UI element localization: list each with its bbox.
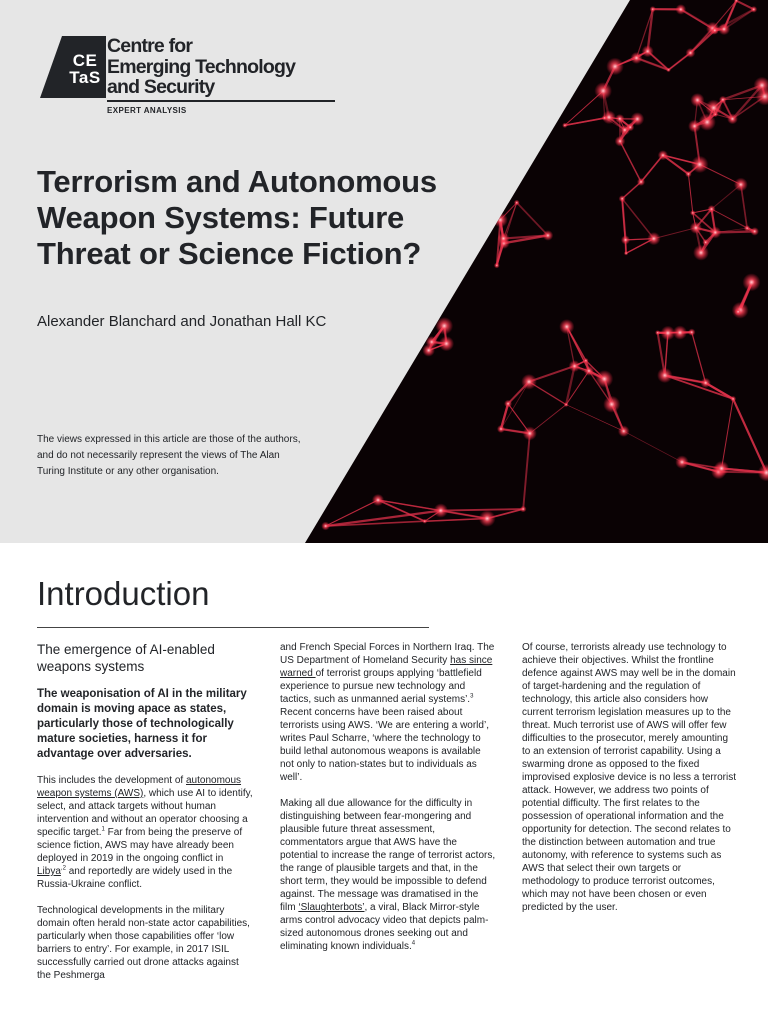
- network-node: [734, 308, 742, 316]
- network-node: [690, 222, 702, 234]
- subheading: The emergence of AI-enabled weapons systems: [37, 642, 215, 674]
- network-node: [615, 114, 625, 124]
- link-slaughterbots[interactable]: ‘Slaughterbots’: [298, 902, 365, 913]
- cetas-logo: [40, 36, 340, 116]
- p1-text-c: Far from being the preserve of science fiction, AWS may have already been deployed in 2019 in the ongoing conflict in: [37, 827, 243, 864]
- footnote-ref-3[interactable]: 3: [470, 693, 474, 700]
- network-node: [583, 358, 588, 363]
- network-node: [321, 522, 330, 531]
- text-column-2: [280, 641, 496, 966]
- network-node: [734, 178, 748, 192]
- link-libya[interactable]: Libya: [37, 866, 61, 877]
- title-line1: Terrorism and Autonomous: [37, 164, 437, 199]
- network-node: [619, 195, 626, 202]
- logo-mark-line1: CE: [72, 51, 98, 70]
- section-divider: [37, 627, 429, 628]
- network-node: [727, 113, 738, 124]
- p3-text-b: of terrorist groups applying ‘battlefield experience to pursue new technology and tactics, such as unmanned aerial systems’.: [280, 668, 482, 705]
- paragraph-3: [280, 641, 496, 784]
- network-node: [750, 227, 759, 236]
- network-node: [630, 52, 642, 64]
- network-node: [666, 68, 671, 73]
- network-node: [690, 210, 696, 216]
- network-node: [594, 82, 612, 100]
- p4-text-a: Making all due allowance for the difficulty in distinguishing between fear-mongering and plausible future threat assessment, commentators argue that AWS have the potential to increase the range of terrorist actors, the range of plausible targets and that, in the short term, they would be impossible to defend against. The message was dramatised in the film: [280, 798, 496, 913]
- network-node: [603, 396, 620, 413]
- logo-divider: [107, 100, 335, 102]
- network-node: [718, 23, 730, 35]
- network-node: [690, 93, 704, 107]
- network-node: [655, 330, 660, 335]
- network-node: [520, 506, 527, 513]
- network-node: [647, 232, 660, 245]
- lead-paragraph: The weaponisation of AI in the military domain is moving apace as states, particularly those of technologically mature societies, harness it for advantage over adversaries.: [37, 688, 247, 760]
- network-node: [606, 58, 624, 76]
- p3-text-a: and French Special Forces in Northern Iraq. The US Department of Homeland Security: [280, 642, 495, 666]
- network-node: [642, 45, 654, 57]
- network-node: [562, 123, 567, 128]
- paragraph-1: [37, 774, 253, 891]
- link-autonomous-weapon-systems[interactable]: autonomous weapon systems (AWS): [37, 775, 242, 799]
- footnote-ref-2[interactable]: ,2: [60, 865, 66, 872]
- network-node: [750, 6, 757, 13]
- network-node: [631, 112, 645, 126]
- network-node: [434, 503, 448, 517]
- article-title: [37, 164, 497, 272]
- network-node: [691, 156, 708, 173]
- network-node: [564, 402, 569, 407]
- footnote-ref-1[interactable]: 1: [101, 826, 105, 833]
- p1-text-a: This includes the development of: [37, 775, 186, 786]
- network-node: [479, 510, 496, 527]
- network-node: [621, 235, 630, 244]
- network-node: [744, 225, 750, 231]
- organisation-name-line1: Centre for: [107, 35, 193, 57]
- network-node: [688, 329, 695, 336]
- text-column-1: [37, 641, 253, 995]
- network-node: [698, 113, 715, 130]
- network-node: [711, 26, 719, 34]
- network-node: [702, 239, 709, 246]
- network-node: [730, 396, 736, 402]
- disclaimer-line3: Turing Institute or any other organisation.: [37, 466, 219, 477]
- network-node: [504, 400, 512, 408]
- p1-text-d: and reportedly are widely used in the Russia-Ukraine conflict.: [37, 866, 233, 890]
- title-line2: Weapon Systems: Future: [37, 200, 405, 235]
- network-node: [422, 519, 427, 524]
- organisation-name-line2: Emerging Technology: [107, 55, 296, 78]
- network-node: [650, 6, 656, 12]
- network-node: [685, 171, 692, 178]
- network-node: [686, 48, 696, 58]
- network-node: [709, 226, 721, 238]
- logo-tagline: EXPERT ANALYSIS: [107, 106, 187, 115]
- network-node: [708, 205, 716, 213]
- logo-mark-line2: TaS: [69, 68, 101, 87]
- network-node: [637, 178, 645, 186]
- network-node: [439, 336, 454, 351]
- network-node: [584, 366, 594, 376]
- network-node: [372, 494, 384, 506]
- p3-text-c: Recent concerns have been raised about terrorists using AWS. ‘We are entering a world’, writes Paul Scharre, ‘where the technology to build lethal autonomous weapons is available not only to nation-states but to individuals as well’.: [280, 707, 489, 783]
- network-node: [624, 251, 628, 255]
- network-node: [497, 232, 509, 244]
- network-node: [596, 370, 614, 388]
- paragraph-4: [280, 797, 496, 953]
- network-node: [514, 200, 520, 206]
- network-node: [719, 96, 727, 104]
- article-authors: Alexander Blanchard and Jonathan Hall KC: [37, 313, 327, 330]
- network-node: [676, 4, 687, 15]
- link-has-since-warned[interactable]: has since warned: [280, 655, 493, 679]
- network-node: [661, 326, 676, 341]
- network-node: [619, 125, 630, 136]
- network-node: [618, 425, 630, 437]
- network-node: [523, 426, 537, 440]
- footnote-ref-4[interactable]: 4: [411, 940, 416, 947]
- text-column-3: [522, 641, 738, 927]
- network-node: [497, 425, 505, 433]
- network-node: [714, 461, 729, 476]
- disclaimer: [37, 432, 337, 480]
- organisation-name: [107, 36, 295, 98]
- network-node: [700, 378, 710, 388]
- network-node: [675, 455, 688, 468]
- section-heading-introduction: Introduction: [37, 575, 210, 612]
- network-node: [422, 344, 435, 357]
- network-node: [658, 150, 668, 160]
- network-node: [602, 115, 608, 121]
- network-node: [693, 245, 709, 261]
- network-node: [543, 230, 554, 241]
- paragraph-5: Of course, terrorists already use technology to achieve their objectives. Whilst the frontline defence against AWS may well be in the domain of target-hardening and the regulation of technology, this article also considers how current terrorism legislation measures up to the threat. Much terrorist use of AWS will offer few difficulties to the prosecutor, merely amounting to an extension of terrorist capability. Using a swarming drone as opposed to the fixed improvised explosive device is no less a terrorist attack. However, we address two points of potential difficulty. The first relates to the possession of operational information and the opportunity for detection. The second relates to the distinction between automation and true autonomy, with reference to systems such as AWS that select their own targets or methodology to produce terrorist outcomes, which may not have been chosen or even predicted by the user.: [522, 642, 736, 913]
- disclaimer-line2: and do not necessarily represent the views of The Alan: [37, 450, 280, 461]
- network-node: [435, 317, 453, 335]
- organisation-name-line3: and Security: [107, 76, 215, 98]
- network-node: [615, 136, 626, 147]
- logo-mark-text: [62, 52, 108, 86]
- title-line3: Threat or Science Fiction?: [37, 236, 422, 271]
- network-node: [521, 374, 537, 390]
- network-node: [742, 273, 760, 291]
- p1-text-b: , which use AI to identify, select, and attack targets without human intervention and without an operator choosing a specific target.: [37, 788, 253, 838]
- paragraph-2: Technological developments in the military domain often herald non-state actor capabilities, particularly when those capabilities offer ‘low barriers to entry’. For example, in 2017 ISIL successfully carried out drone attacks against the Peshmerga: [37, 905, 250, 981]
- network-node: [559, 319, 574, 334]
- p4-text-b: , a viral, Black Mirror-style arms control advocacy video that depicts palm-sized autonomous drones seeking out and eliminating known individuals.: [280, 902, 489, 952]
- disclaimer-line1: The views expressed in this article are those of the authors,: [37, 434, 301, 445]
- network-node: [657, 368, 672, 383]
- network-node: [569, 360, 581, 372]
